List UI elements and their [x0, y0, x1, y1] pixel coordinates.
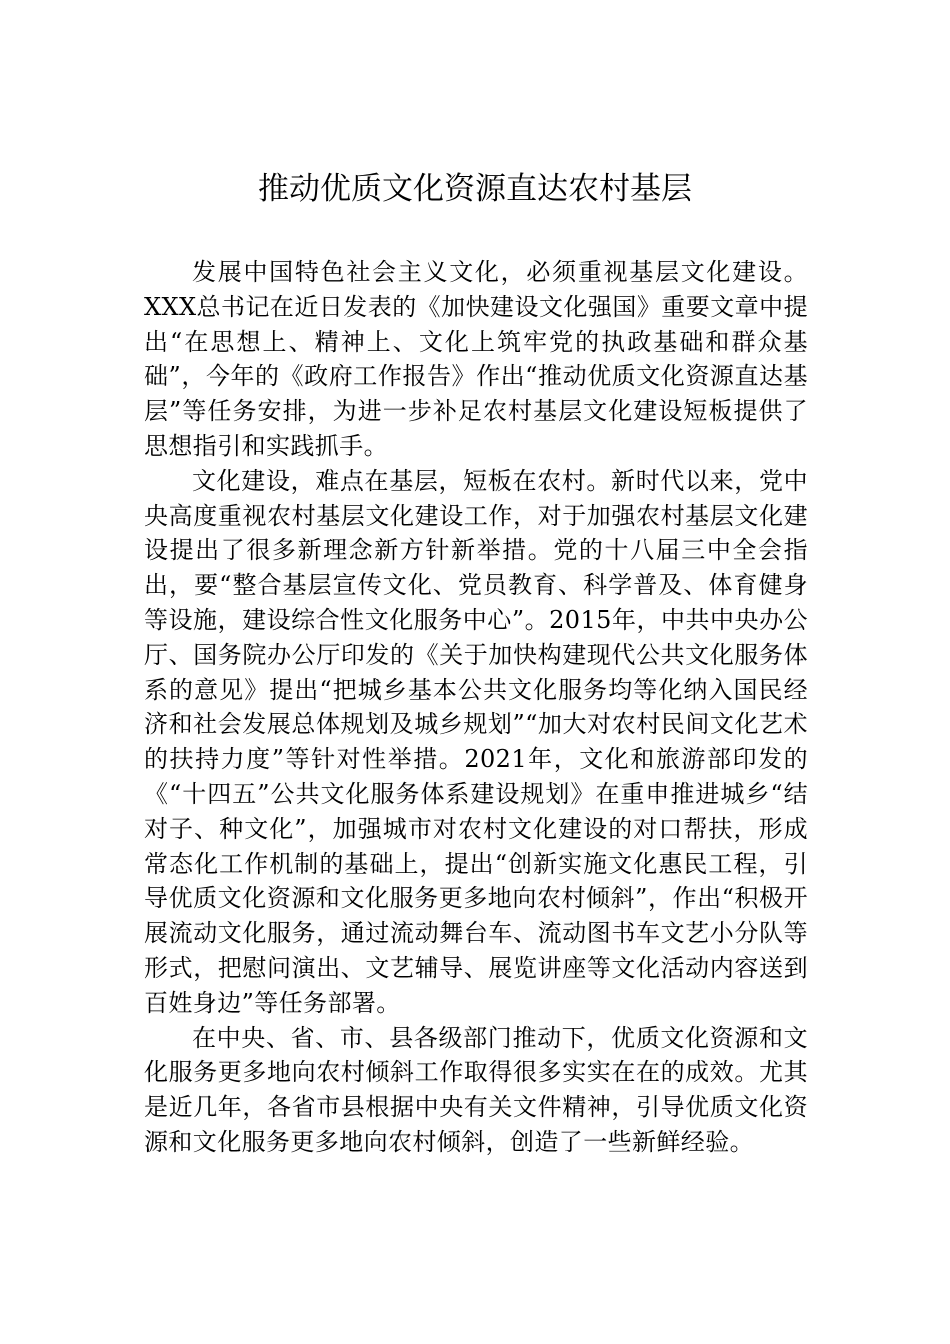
paragraph-1: 发展中国特色社会主义文化，必须重视基层文化建设。XXX总书记在近日发表的《加快建设文化强国》重要文章中提出“在思想上、精神上、文化上筑牢党的执政基础和群众基础”，今年的《政府工作报告》作出“推动优质文化资源直达基层”等任务安排，为进一步补足农村基层文化建设短板提供了思想指引和实践抓手。 [144, 258, 808, 460]
document-title: 推动优质文化资源直达农村基层 [258, 171, 692, 207]
paragraph-2: 文化建设，难点在基层，短板在农村。新时代以来，党中央高度重视农村基层文化建设工作，对于加强农村基层文化建设提出了很多新理念新方针新举措。党的十八届三中全会指出，要“整合基层宣传文化、党员教育、科学普及、体育健身等设施，建设综合性文化服务中心”。2015年，中共中央办公厅、国务院办公厅印发的《关于加快构建现代公共文化服务体系的意见》提出“把城乡基本公共文化服务均等化纳入国民经济和社会发展总体规划及城乡规划”“加大对农村民间文化艺术的扶持力度”等针对性举措。2021年，文化和旅游部印发的《“十四五”公共文化服务体系建设规划》在重申推进城乡“结对子、种文化”，加强城市对农村文化建设的对口帮扶，形成常态化工作机制的基础上，提出“创新实施文化惠民工程，引导优质文化资源和文化服务更多地向农村倾斜”，作出“积极开展流动文化服务，通过流动舞台车、流动图书车文艺小分队等形式，把慰问演出、文艺辅导、展览讲座等文化活动内容送到百姓身边”等任务部署。 [144, 466, 808, 1017]
paragraph-3: 在中央、省、市、县各级部门推动下，优质文化资源和文化服务更多地向农村倾斜工作取得很多实实在在的成效。尤其是近几年，各省市县根据中央有关文件精神，引导优质文化资源和文化服务更多地向农村倾斜，创造了一些新鲜经验。 [144, 1023, 808, 1156]
document-body [144, 255, 808, 1160]
